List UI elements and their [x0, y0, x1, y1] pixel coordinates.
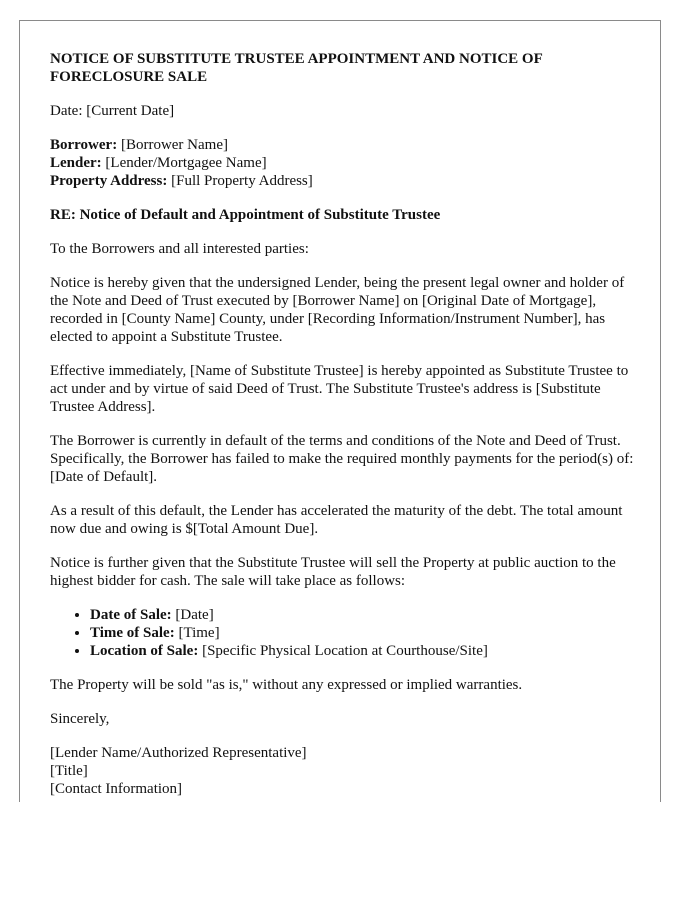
property-address-label: Property Address:: [50, 173, 168, 189]
signature-contact: [Contact Information]: [50, 781, 183, 797]
property-address-line: [50, 172, 635, 190]
sale-date-value: [Date]: [171, 607, 214, 623]
date-line: Date: [Current Date]: [50, 103, 175, 119]
lender-value: [Lender/Mortgagee Name]: [101, 155, 267, 171]
signature-block: [50, 744, 635, 798]
paragraph-notice: Notice is hereby given that the undersigned Lender, being the present legal owner and holder of the Note and Deed of Trust executed by [Borrower Name] on [Original Date of Mortgage], recorded in [County Name] County, under [Recording Information/Instrument Number], has elected to appoint a Substitute Trustee.: [50, 275, 625, 345]
as-is-statement: The Property will be sold "as is," without any expressed or implied warranties.: [50, 677, 523, 693]
lender-label: Lender:: [50, 155, 102, 171]
document-title: NOTICE OF SUBSTITUTE TRUSTEE APPOINTMENT AND NOTICE OF FORECLOSURE SALE: [50, 51, 543, 85]
closing: Sincerely,: [50, 711, 110, 727]
sale-time-item: [90, 624, 635, 642]
sale-time-value: [Time]: [174, 625, 220, 641]
paragraph-appointment: Effective immediately, [Name of Substitute Trustee] is hereby appointed as Substitute Trustee to act under and by virtue of said Deed of Trust. The Substitute Trustee's address is [Substitute Trustee Address].: [50, 363, 629, 415]
lender-line: [50, 154, 635, 172]
borrower-label: Borrower:: [50, 137, 118, 153]
paragraph-default: The Borrower is currently in default of the terms and conditions of the Note and Deed of Trust. Specifically, the Borrower has failed to make the required monthly payments for the period(s) of: [Date of Default].: [50, 433, 634, 485]
signature-title: [Title]: [50, 763, 88, 779]
document-content: [50, 50, 635, 798]
sale-time-label: Time of Sale:: [90, 625, 175, 641]
sale-location-label: Location of Sale:: [90, 643, 199, 659]
sale-location-item: [90, 642, 635, 660]
salutation: To the Borrowers and all interested parties:: [50, 241, 309, 257]
sale-date-label: Date of Sale:: [90, 607, 172, 623]
paragraph-acceleration: As a result of this default, the Lender has accelerated the maturity of the debt. The total amount now due and owing is $[Total Amount Due].: [50, 503, 623, 537]
party-info: [50, 136, 635, 190]
property-address-value: [Full Property Address]: [167, 173, 313, 189]
re-line: RE: Notice of Default and Appointment of Substitute Trustee: [50, 207, 441, 223]
sale-date-item: [90, 606, 635, 624]
document-page: [19, 20, 661, 802]
borrower-line: [50, 136, 635, 154]
sale-details-list: [50, 606, 635, 660]
sale-location-value: [Specific Physical Location at Courthouse/Site]: [198, 643, 488, 659]
borrower-value: [Borrower Name]: [117, 137, 228, 153]
paragraph-sale-notice: Notice is further given that the Substitute Trustee will sell the Property at public auction to the highest bidder for cash. The sale will take place as follows:: [50, 555, 616, 589]
signature-name: [Lender Name/Authorized Representative]: [50, 745, 307, 761]
